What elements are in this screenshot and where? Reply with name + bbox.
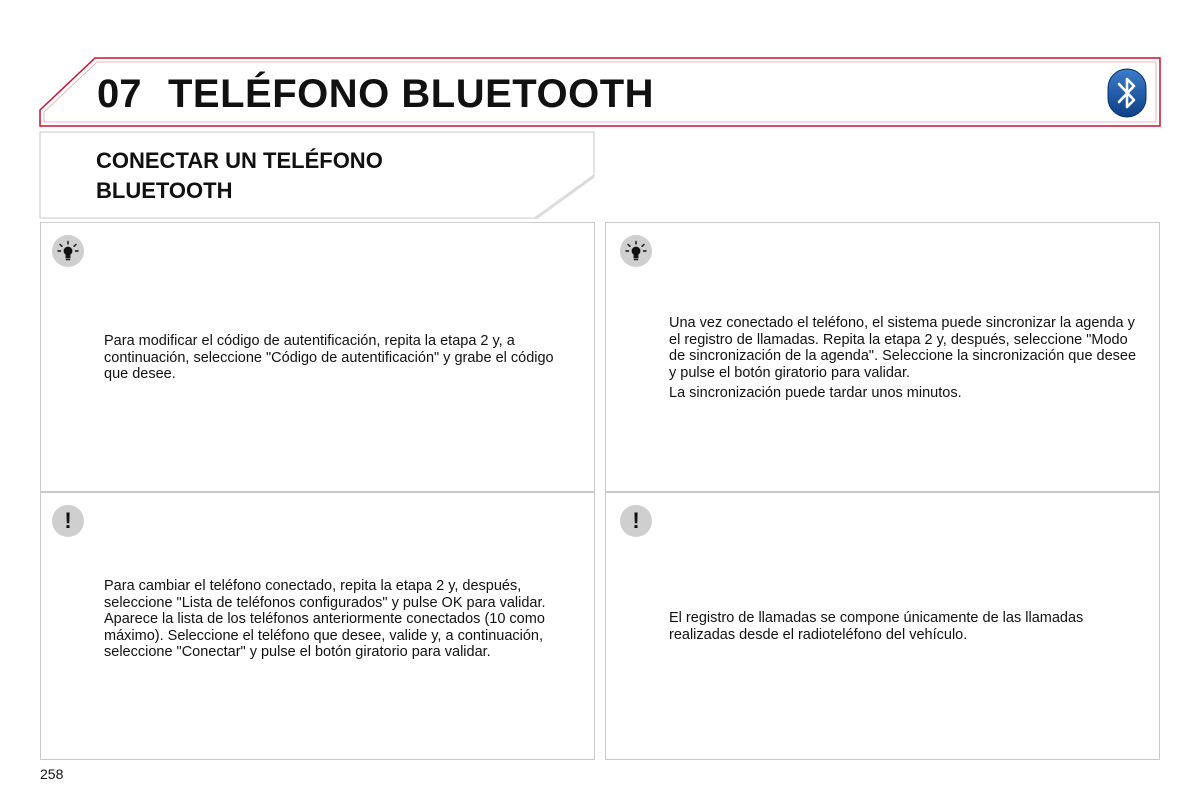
paragraph: Para cambiar el teléfono conectado, repita la etapa 2 y, después, seleccione "Lista de teléfonos configurados" y pulse OK para validar. Aparece la lista de los teléfonos anteriormente conectados (10 como máximo). Seleccione el teléfono que desee, valide y, a continuación, seleccione "Conectar" y pulse el botón giratorio para validar. (104, 578, 546, 660)
chapter-title: TELÉFONO BLUETOOTH (168, 72, 655, 116)
warning-badge (620, 505, 652, 537)
tip-panel (40, 222, 595, 492)
paragraph: La sincronización puede tardar unos minutos. (669, 385, 962, 401)
chapter-number: 07 (97, 72, 142, 116)
tip-lightbulb-icon (625, 240, 647, 262)
tip-lightbulb-icon (57, 240, 79, 262)
bluetooth-icon (1107, 68, 1147, 118)
warning-text (104, 578, 584, 665)
warning-panel (40, 492, 595, 760)
tip-text (669, 315, 1144, 406)
warning-panel (605, 492, 1160, 760)
warning-text (669, 610, 1149, 647)
section-title: CONECTAR UN TELÉFONO BLUETOOTH (96, 148, 383, 203)
page-number: 258 (40, 766, 64, 782)
tip-panel (605, 222, 1160, 492)
paragraph: Una vez conectado el teléfono, el sistema puede sincronizar la agenda y el registro de llamadas. Repita la etapa 2 y, después, seleccione "Modo de sincronización de la agenda". Seleccione la sincronización que desee y pulse el botón giratorio para validar. (669, 315, 1137, 381)
tip-badge (620, 235, 652, 267)
tip-text (104, 333, 574, 387)
warning-badge (52, 505, 84, 537)
paragraph: Para modificar el código de autentificación, repita la etapa 2 y, a continuación, seleccione "Código de autentificación" y grabe el código que desee. (104, 333, 554, 382)
paragraph: El registro de llamadas se compone únicamente de las llamadas realizadas desde el radioteléfono del vehículo. (669, 610, 1084, 643)
tip-badge (52, 235, 84, 267)
warning-exclamation-icon: ! (632, 508, 640, 533)
warning-exclamation-icon: ! (64, 508, 72, 533)
